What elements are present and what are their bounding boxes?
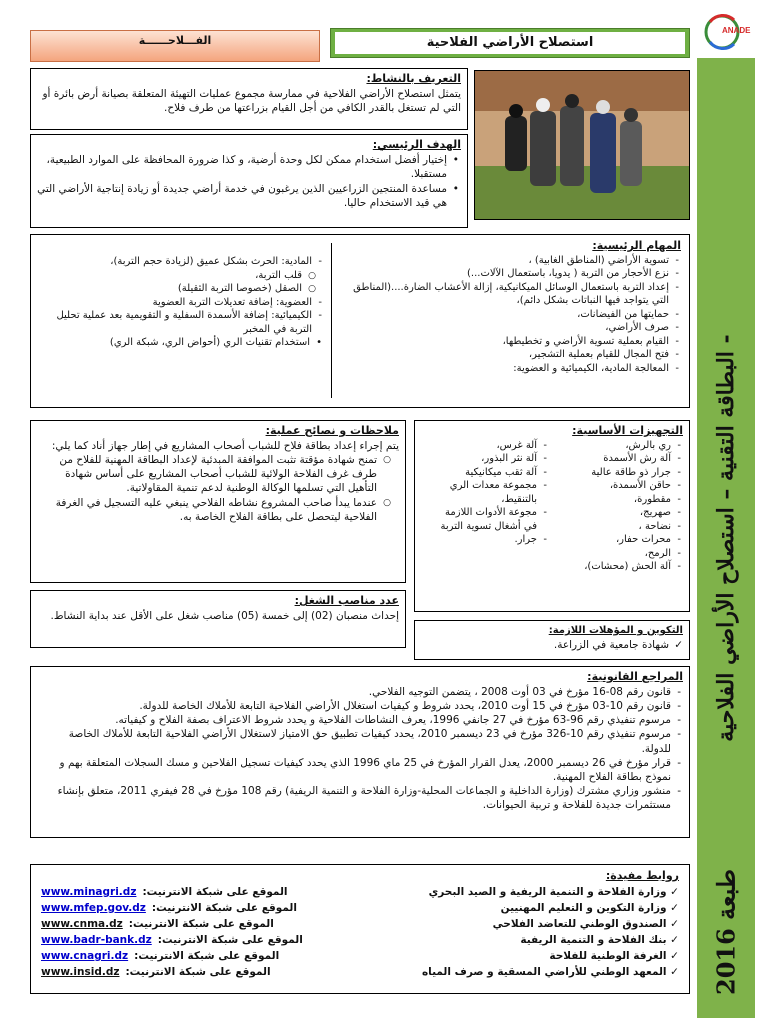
check-icon: ✓	[666, 965, 679, 978]
link-row	[41, 916, 679, 932]
page-title-inner	[334, 31, 686, 55]
list-item: - صرف الأراضي،	[341, 321, 669, 335]
link-url[interactable]: www.minagri.dz	[41, 885, 137, 898]
training-item: ✓ شهادة جامعية في الزراعة.	[553, 638, 683, 651]
list-item: - حمايتها من الفيضانات،	[341, 308, 669, 322]
list-item: ○ الصقل (خصوصا التربة الثقيلة)	[39, 282, 302, 296]
category-tab	[30, 30, 320, 62]
link-label: الموقع على شبكة الانترنيت:	[125, 965, 271, 978]
logo-text: ANADE	[722, 26, 751, 35]
list-item: ○ تمنح شهادة مؤقتة تثبت الموافقة المبدئية لإعداد البطاقة المهنية للفلاح من طرف غرف الفلاحة الولائية للشباب أصحاب المشاريع على أساس شهادة التأهيل التي تسلمها الوكالة الوطنية لدعم تنمية المقاولاتية.	[37, 453, 377, 496]
list-item: - نزع الأحجار من التربة ( يدويا، باستعمال الآلات...)	[341, 267, 669, 281]
anade-logo	[700, 12, 758, 52]
list-item: - منشور وزاري مشترك (وزارة الداخلية و الجماعات المحلية-وزارة الفلاحة و التنمية الريفية) رقم 108 مؤرخ في 28 فيفري 2011، متعلق بإنشاء مستثمرات جديدة للفلاحة و تربية الحيوانات.	[37, 784, 671, 812]
list-item: - جرار ذو طاقة عالية	[555, 466, 671, 480]
tasks-heading: المهام الرئيسية:	[592, 239, 681, 252]
list-item: • إختيار أفضل استخدام ممكن لكل وحدة أرضية، و كذا ضرورة المحافظة على الموارد الطبيعية، مستقبلا.	[37, 153, 447, 181]
list-item: - العضوية: إضافة تعديلات التربة العضوية	[39, 296, 312, 310]
legal-heading: المراجع القانونية:	[587, 670, 683, 683]
treatments-column	[39, 255, 324, 351]
tasks-divider	[331, 243, 332, 398]
check-icon: ✓	[674, 638, 683, 651]
link-url[interactable]: www.insid.dz	[41, 965, 120, 978]
list-item: • استخدام تقنيات الري (أحواض الري، شبكة الري)	[39, 336, 310, 350]
link-site	[41, 916, 274, 932]
check-icon: ✓	[666, 885, 679, 898]
link-row	[41, 964, 679, 980]
list-item: - مرسوم تنفيذي رقم 10-326 مؤرخ في 23 ديسمبر 2010، يحدد كيفيات تطبيق حق الامتياز لاستغلال الأراضي الفلاحية التابعة للأملاك الخاصة للدولة.	[37, 727, 671, 755]
jobs-heading: عدد مناصب الشغل:	[294, 594, 399, 607]
tasks-section	[30, 234, 690, 408]
jobs-section	[30, 590, 406, 648]
list-item: - مرسوم تنفيذي رقم 96-63 مؤرخ في 27 جانفي 1996، يعرف النشاطات الفلاحية و يحدد شروط الاعتراف بصفة الفلاح و كيفياته.	[37, 713, 671, 727]
list-item: - الرمح،	[555, 547, 671, 561]
goal-section	[30, 134, 468, 228]
equipment-section	[414, 420, 690, 612]
list-item: - قانون رقم 10-03 مؤرخ في 15 أوت 2010، يحدد شروط و كيفيات استغلال الأراضي الفلاحية التابعة للأملاك الخاصة للدولة.	[37, 699, 671, 713]
link-site	[41, 964, 271, 980]
list-item: - إعداد التربة باستعمال الوسائل الميكانيكية، إزالة الأعشاب الضارة....(المناطق التي يتواجد فيها النباتات بشكل دائم)،	[341, 281, 669, 308]
link-org: ✓ الغرفة الوطنية للفلاحة	[549, 949, 679, 962]
list-item: - قرار مؤرخ في 26 ديسمبر 2000، يعدل القرار المؤرخ في 25 ماي 1996 الذي يحدد كيفيات تسجيل الفلاحين و مسك السجلات المتعلقة بهم و نموذج بطاقة الفلاح المهنية.	[37, 756, 671, 784]
link-url[interactable]: www.mfep.gov.dz	[41, 901, 146, 914]
link-site	[41, 948, 279, 964]
list-item: - نضاحة ،	[555, 520, 671, 534]
link-site	[41, 932, 303, 948]
farmers-photo	[474, 70, 690, 220]
sidebar-vertical-title: البطاقة التقنية – استصلاح الأراضي الفلاحية -	[713, 334, 739, 742]
links-section	[30, 864, 690, 994]
link-label: الموقع على شبكة الانترنيت:	[128, 917, 274, 930]
list-item: - مقطورة،	[555, 493, 671, 507]
edition-box	[705, 852, 747, 1012]
category-label: الفـــلاحــــــة	[138, 34, 212, 47]
list-item: ○ قلب التربة،	[39, 269, 302, 283]
notes-heading: ملاحظات و نصائح عملية:	[265, 424, 399, 437]
definition-text: يتمثل استصلاح الأراضي الفلاحية في ممارسة مجموع عمليات التهيئة المتعلقة بصيانة أرض بائرة أو التي لم تستغل بالقدر الكافي من أجل القيام بزراعتها من طرف فلاح.	[42, 87, 461, 115]
link-row	[41, 884, 679, 900]
check-icon: ✓	[666, 917, 679, 930]
link-row	[41, 900, 679, 916]
link-label: الموقع على شبكة الانترنيت:	[142, 885, 288, 898]
list-item: - آلة الحش (محشات)،	[555, 560, 671, 574]
notes-intro: يتم إجراء إعداد بطاقة فلاح للشباب أصحاب المشاريع في إطار جهاز أناد كما يلي:	[51, 439, 399, 452]
link-org: ✓ بنك الفلاحة و التنمية الريفية	[520, 933, 679, 946]
goal-list	[37, 153, 461, 211]
equipment-list-1	[555, 439, 683, 574]
link-label: الموقع على شبكة الانترنيت:	[151, 901, 297, 914]
list-item: - المعالجة المادية، الكيميائية و العضوية:	[341, 362, 669, 376]
link-org: ✓ وزارة الفلاحة و التنمية الريفية و الصيد البحري	[428, 885, 679, 898]
list-item: • مساعدة المنتجين الزراعيين الذين يرغبون في خدمة أراضي جديدة أو زيادة إنتاجية الأراضي التي هي قيد الاستخدام حاليا.	[37, 182, 447, 210]
page-title: استصلاح الأراضي الفلاحية	[426, 35, 594, 50]
link-url[interactable]: www.cnagri.dz	[41, 949, 129, 962]
list-item: - مجوعة الأدوات اللازمة في أشغال تسوية التربة	[431, 506, 537, 533]
links-heading: روابط مفيدة:	[605, 869, 679, 882]
link-label: الموقع على شبكة الانترنيت:	[134, 949, 280, 962]
definition-heading: التعريف بالنشاط:	[366, 72, 461, 85]
link-org: ✓ وزارة التكوين و التعليم المهنيين	[500, 901, 679, 914]
list-item: - القيام بعملية تسوية الأراضي و تخطيطها،	[341, 335, 669, 349]
notes-section	[30, 420, 406, 583]
legal-list	[37, 685, 683, 813]
equipment-heading: التجهيزات الأساسية:	[572, 424, 683, 437]
legal-section	[30, 666, 690, 838]
link-row	[41, 932, 679, 948]
list-item: - جرار.	[431, 533, 537, 547]
link-url[interactable]: www.badr-bank.dz	[41, 933, 152, 946]
list-item: - محرات حفار،	[555, 533, 671, 547]
goal-heading: الهدف الرئيسي:	[372, 138, 461, 151]
link-site	[41, 900, 297, 916]
list-item: - آلة غرس،	[431, 439, 537, 453]
list-item: - آلة رش الأسمدة	[555, 452, 671, 466]
notes-list	[37, 453, 399, 524]
list-item: - فتح المجال للقيام بعملية التشجير،	[341, 348, 669, 362]
link-row	[41, 948, 679, 964]
list-item: - آلة نثر البذور،	[431, 452, 537, 466]
list-item: - آلة ثقب ميكانيكية	[431, 466, 537, 480]
edition-label: طبعة 2016	[711, 869, 741, 995]
list-item: - المادية: الحرث بشكل عميق (لزيادة حجم التربة)،	[39, 255, 312, 269]
check-icon: ✓	[666, 933, 679, 946]
list-item: - الكيميائية: إضافة الأسمدة السفلية و التقويمية بعد عملية تحليل التربة في المخبر	[39, 309, 312, 336]
link-label: الموقع على شبكة الانترنيت:	[157, 933, 303, 946]
list-item: - حاقن الأسمدة،	[555, 479, 671, 493]
link-org: ✓ الصندوق الوطني للتعاضد الفلاحي	[492, 917, 679, 930]
check-icon: ✓	[666, 901, 679, 914]
check-icon: ✓	[666, 949, 679, 962]
sidebar-band	[697, 58, 755, 1018]
links-list	[41, 884, 679, 980]
list-item: ○ عندما يبدأ صاحب المشروع نشاطه الفلاحي ينبغي عليه التسجيل في الغرفة الفلاحية ليتحصل على بطاقة الفلاح الخاصة به.	[37, 496, 377, 524]
link-site	[41, 884, 288, 900]
tasks-list	[341, 254, 681, 376]
list-item: - ري بالرش،	[555, 439, 671, 453]
farmers-photo-illustration	[475, 71, 690, 220]
training-section	[414, 620, 690, 660]
training-heading: التكوين و المؤهلات اللازمة:	[548, 625, 683, 636]
definition-section	[30, 68, 468, 130]
list-item: - صهريج،	[555, 506, 671, 520]
jobs-text: إحداث منصبان (02) إلى خمسة (05) مناصب شغل على الأقل عند بداية النشاط.	[50, 609, 399, 622]
equipment-list-2	[431, 439, 549, 574]
list-item: - قانون رقم 08-16 مؤرخ في 03 أوت 2008 ، يتضمن التوجيه الفلاحي.	[37, 685, 671, 699]
list-item: - مجموعة معدات الري بالتنقيط،	[431, 479, 537, 506]
link-org: ✓ المعهد الوطني للأراضي المسقية و صرف المياه	[421, 965, 679, 978]
link-url[interactable]: www.cnma.dz	[41, 917, 123, 930]
list-item: - تسوية الأراضي (المناطق الغابية) ،	[341, 254, 669, 268]
